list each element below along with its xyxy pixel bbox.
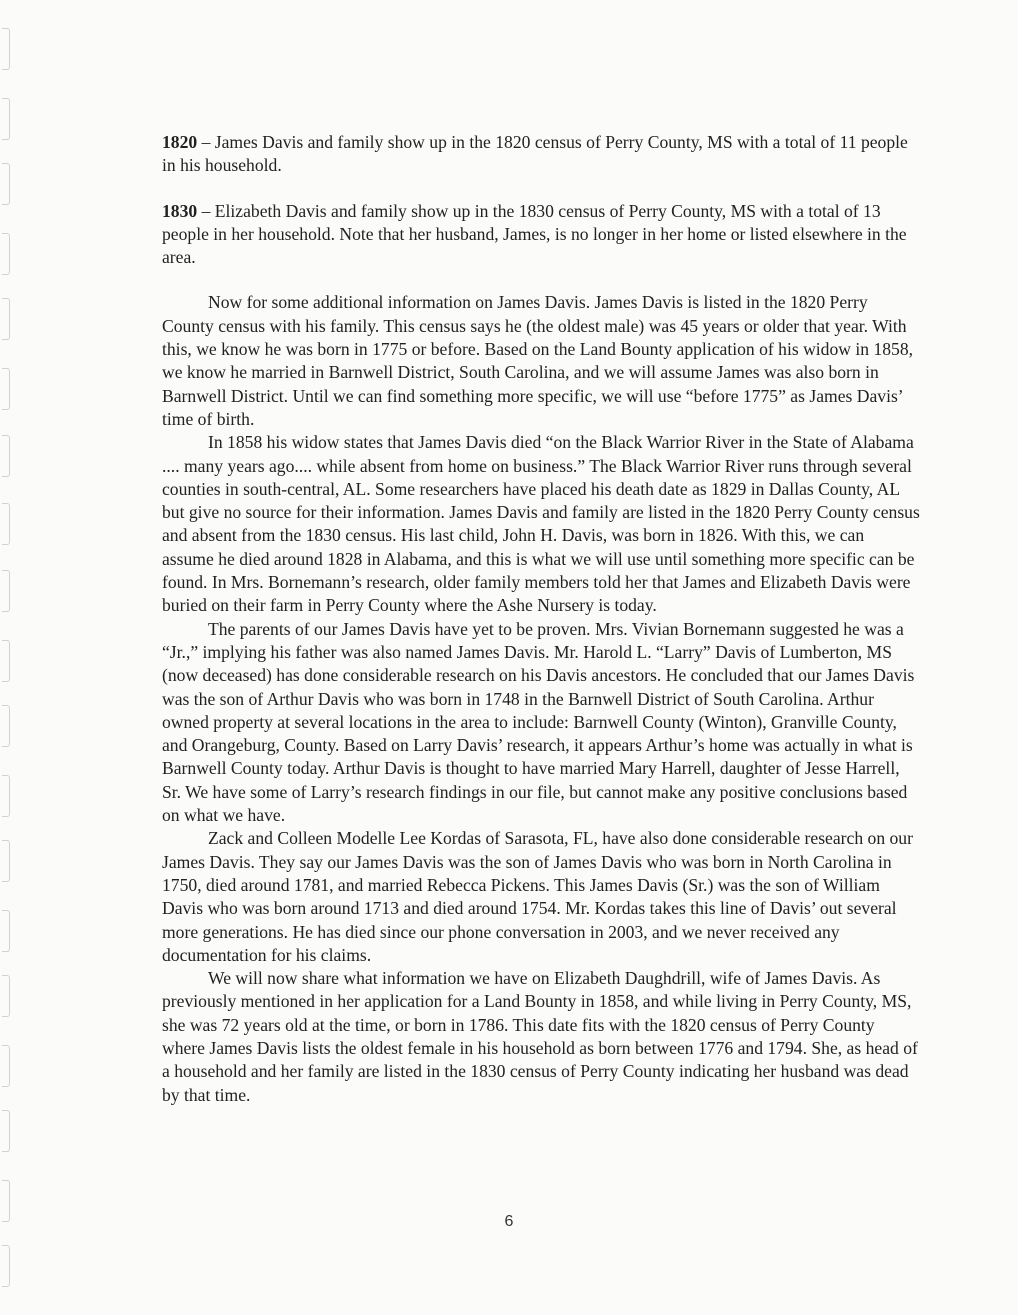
binder-hole <box>2 233 10 275</box>
paragraph-james-davis-parents: The parents of our James Davis have yet to be proven. Mrs. Vivian Bornemann suggested he was a “Jr.,” implying his father was also named James Davis. Mr. Harold L. “Larry” Davis of Lumberton, MS (now deceased) has done considerable research on his Davis ancestors. He concluded that our James Davis was the son of Arthur Davis who was born in 1748 in the Barnwell District of South Carolina. Arthur owned property at several locations in the area to include: Barnwell County (Winton), Granville County, and Orangeburg, County. Based on Larry Davis’ research, it appears Arthur’s home was actually in what is Barnwell County today. Arthur Davis is thought to have married Mary Harrell, daughter of Jesse Harrell, Sr. We have some of Larry’s research findings in our file, but cannot make any positive conclusions based on what we have. <box>162 618 915 826</box>
census-entry-1830 <box>162 200 920 270</box>
binder-hole <box>2 435 10 477</box>
binder-hole <box>2 1045 10 1087</box>
paragraph-james-davis-death: In 1858 his widow states that James Davis died “on the Black Warrior River in the State of Alabama .... many years ago.... while absent from home on business.” The Black Warrior River runs through several counties in south-central, AL. Some researchers have placed his death date as 1829 in Dallas County, AL but give no source for their information. James Davis and family are listed in the 1820 Perry County census and absent from the 1830 census. His last child, John H. Davis, was born in 1826. With this, we can assume he died around 1828 in Alabama, and this is what we will use until something more specific can be found. In Mrs. Bornemann’s research, older family members told her that James and Elizabeth Davis were buried on their farm in Perry County where the Ashe Nursery is today. <box>162 432 920 616</box>
binder-hole <box>2 570 10 612</box>
binder-hole <box>2 640 10 682</box>
binder-hole <box>2 705 10 747</box>
entry-year: 1820 <box>162 132 198 152</box>
binder-hole <box>2 28 10 70</box>
binder-hole <box>2 503 10 545</box>
binder-hole <box>2 975 10 1017</box>
binder-hole <box>2 163 10 205</box>
entry-text: – James Davis and family show up in the 1820 census of Perry County, MS with a total of 11 people in his household. <box>162 132 908 176</box>
binder-hole <box>2 98 10 140</box>
entry-text: – Elizabeth Davis and family show up in the 1830 census of Perry County, MS with a total of 13 people in her household. Note that her husband, James, is no longer in her home or listed elsewhere in the area. <box>162 200 907 268</box>
page-number: 6 <box>504 1213 514 1230</box>
binder-hole <box>2 298 10 340</box>
binder-hole <box>2 775 10 817</box>
paragraph-elizabeth-daughdrill: We will now share what information we have on Elizabeth Daughdrill, wife of James Davis. As previously mentioned in her application for a Land Bounty in 1858, and while living in Perry County, MS, she was 72 years old at the time, or born in 1786. This date fits with the 1820 census of Perry County where James Davis lists the oldest female in his household as born between 1776 and 1794. She, as head of a household and her family are listed in the 1830 census of Perry County indicating her husband was dead by that time. <box>162 968 918 1105</box>
binder-edge <box>0 0 14 1315</box>
binder-hole <box>2 1245 10 1287</box>
entry-year: 1830 <box>162 200 198 221</box>
paragraph-james-davis-birth: Now for some additional information on James Davis. James Davis is listed in the 1820 Perry County census with his family. This census says he (the oldest male) was 45 years or older that year. With this, we know he was born in 1775 or before. Based on the Land Bounty application of his widow in 1858, we know he married in Barnwell District, South Carolina, and we will assume James was also born in Barnwell District. Until we can find something more specific, we will use “before 1775” as James Davis’ time of birth. <box>162 292 914 429</box>
binder-hole <box>2 1110 10 1152</box>
census-entry-1820 <box>162 131 920 178</box>
binder-hole <box>2 368 10 410</box>
document-body <box>162 131 920 1107</box>
binder-hole <box>2 840 10 882</box>
paragraph-kordas-research: Zack and Colleen Modelle Lee Kordas of Sarasota, FL, have also done considerable research on our James Davis. They say our James Davis was the son of James Davis who was born in North Carolina in 1750, died around 1781, and married Rebecca Pickens. This James Davis (Sr.) was the son of William Davis who was born around 1713 and died around 1754. Mr. Kordas takes this line of Davis’ out several more generations. He has died since our phone conversation in 2003, and we never received any documentation for his claims. <box>162 828 913 965</box>
binder-hole <box>2 910 10 952</box>
